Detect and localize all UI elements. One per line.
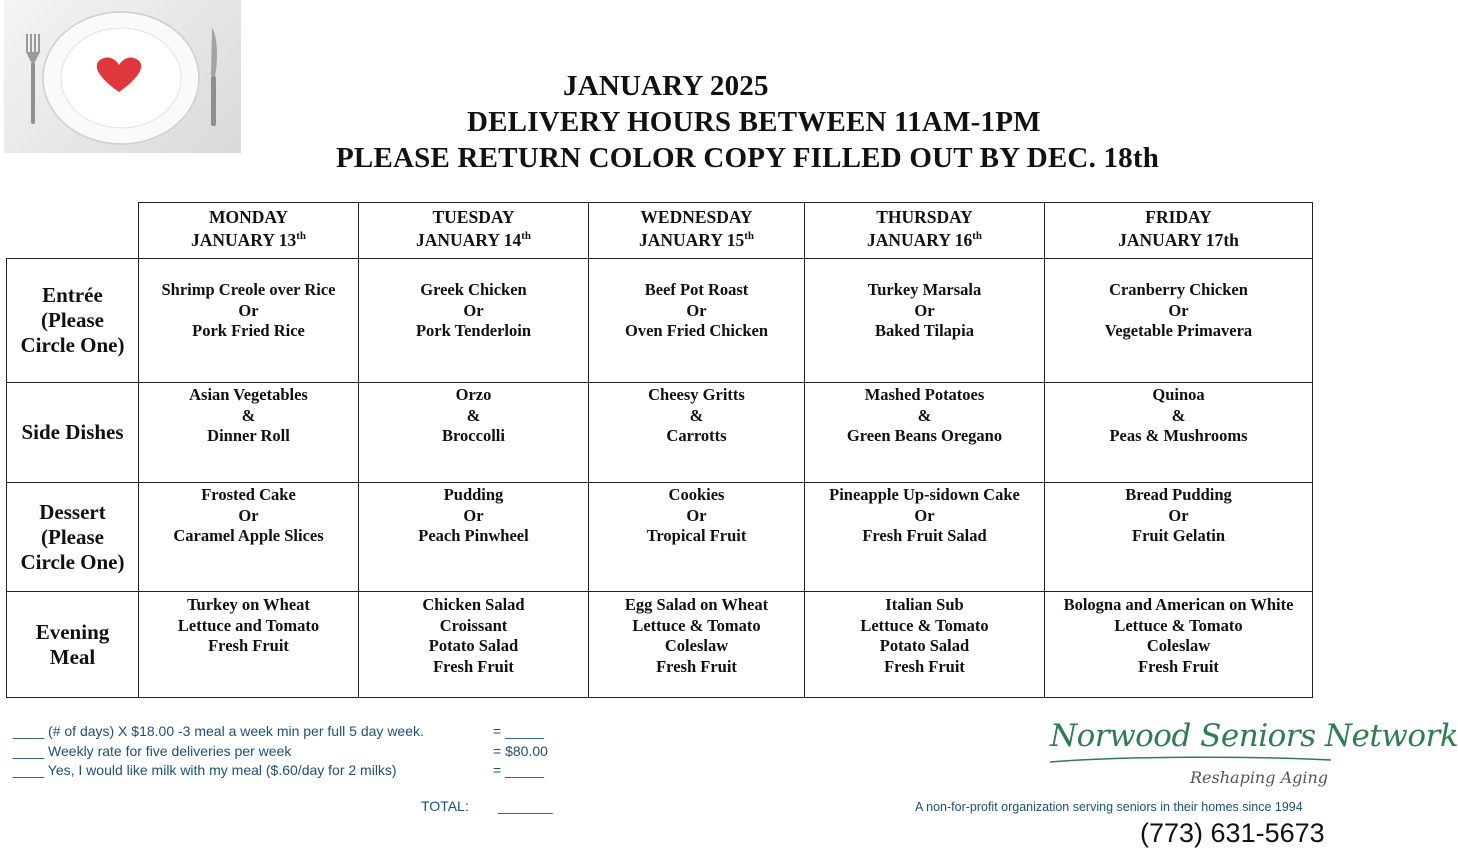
menu-item-line: Peach Pinwheel <box>418 526 529 545</box>
menu-item-line: Italian Sub <box>885 595 964 614</box>
order-line-milk <box>13 761 544 781</box>
menu-cell-entree-tuesday[interactable] <box>359 259 589 383</box>
menu-item-line: Vegetable Primavera <box>1104 321 1253 340</box>
menu-item-line: Lettuce and Tomato <box>177 615 320 635</box>
menu-item-line: Caramel Apple Slices <box>173 526 324 545</box>
menu-item-line: Pineapple Up-sidown Cake <box>829 485 1020 504</box>
menu-item-line: Pudding <box>443 485 504 504</box>
order-line-amount: = _____ <box>493 723 544 739</box>
menu-item-line: Oven Fried Chicken <box>625 321 768 340</box>
menu-item-line: & <box>1171 405 1186 425</box>
day-header-wednesday <box>589 203 805 259</box>
menu-item-line: Fresh Fruit <box>1138 656 1219 676</box>
menu-item-line: Quinoa <box>1152 385 1205 404</box>
menu-item-line: Or <box>238 505 259 525</box>
menu-item-line: Dinner Roll <box>207 426 290 445</box>
menu-cell-dessert-wednesday[interactable] <box>589 483 805 592</box>
date-suffix: th <box>744 230 754 243</box>
menu-item-line: Beef Pot Roast <box>644 280 749 299</box>
day-name: TUESDAY <box>432 207 515 227</box>
menu-item-line: Or <box>1168 300 1189 320</box>
day-header-thursday <box>805 203 1045 259</box>
menu-cell-entree-monday[interactable] <box>139 259 359 383</box>
menu-item-line: Or <box>686 300 707 320</box>
menu-item-line: Fresh Fruit <box>884 656 965 676</box>
date-suffix: th <box>521 230 531 243</box>
menu-cell-evening-meal-tuesday[interactable] <box>359 592 589 698</box>
menu-cell-side-dishes-friday[interactable] <box>1045 383 1313 483</box>
row-label-side-dishes <box>7 383 139 483</box>
organization-logo-name: Norwood Seniors Network <box>1050 718 1458 754</box>
menu-item-line: Potato Salad <box>428 636 519 655</box>
total-label: TOTAL: <box>421 798 469 814</box>
row-label-line: Side Dishes <box>21 420 124 444</box>
order-line-text: ____ Yes, I would like milk with my meal ($.60/day for 2 milks) <box>13 762 397 778</box>
menu-item-line: Coleslaw <box>664 636 729 655</box>
menu-cell-evening-meal-friday[interactable] <box>1045 592 1313 698</box>
menu-cell-side-dishes-wednesday[interactable] <box>589 383 805 483</box>
order-line-text: ____ Weekly rate for five deliveries per week <box>13 742 292 759</box>
day-name: MONDAY <box>208 207 289 227</box>
date-suffix: th <box>296 230 306 243</box>
menu-item-line: Or <box>914 505 935 525</box>
organization-phone: (773) 631-5673 <box>1140 818 1325 848</box>
order-form <box>13 722 548 781</box>
menu-cell-dessert-thursday[interactable] <box>805 483 1045 592</box>
day-header-monday <box>139 203 359 259</box>
menu-cell-dessert-tuesday[interactable] <box>359 483 589 592</box>
menu-item-line: Or <box>1168 505 1189 525</box>
menu-cell-entree-friday[interactable] <box>1045 259 1313 383</box>
order-line-amount: = _____ <box>493 762 544 778</box>
row-label-line: Circle One) <box>20 333 125 357</box>
day-name: FRIDAY <box>1145 207 1212 227</box>
order-line-amount: = $80.00 <box>493 742 548 759</box>
row-label-entree <box>7 259 139 383</box>
menu-row-side-dishes <box>7 383 1313 483</box>
plate-heart-icon <box>4 0 241 153</box>
menu-cell-side-dishes-monday[interactable] <box>139 383 359 483</box>
row-label-line: Circle One) <box>20 549 125 574</box>
menu-item-line: Tropical Fruit <box>646 526 747 545</box>
menu-item-line: Lettuce & Tomato <box>860 615 989 635</box>
logo-swoosh-icon <box>1048 754 1333 768</box>
day-date: JANUARY 13 <box>191 230 297 250</box>
menu-item-line: & <box>241 405 256 425</box>
menu-item-line: Chicken Salad <box>422 595 525 614</box>
order-line-weekly <box>13 742 548 762</box>
day-header-friday <box>1045 203 1313 259</box>
menu-cell-evening-meal-thursday[interactable] <box>805 592 1045 698</box>
menu-cell-side-dishes-tuesday[interactable] <box>359 383 589 483</box>
menu-item-line: Peas & Mushrooms <box>1109 426 1248 445</box>
day-date: JANUARY 16 <box>867 230 973 250</box>
menu-item-line: & <box>917 405 932 425</box>
menu-item-line: Pork Tenderloin <box>415 321 532 340</box>
menu-item-line: Turkey on Wheat <box>187 595 310 614</box>
menu-item-line: Fresh Fruit <box>208 636 289 655</box>
menu-item-line: Fruit Gelatin <box>1131 526 1226 545</box>
order-line-text: ____ (# of days) X $18.00 -3 meal a week min per full 5 day week. <box>13 723 424 739</box>
menu-item-line: Asian Vegetables <box>189 385 308 404</box>
header-month-title: JANUARY 2025 <box>563 70 769 102</box>
menu-item-line: Fresh Fruit <box>433 656 514 676</box>
row-label-evening-meal <box>7 592 139 698</box>
menu-item-line: Frosted Cake <box>201 485 296 504</box>
menu-cell-dessert-monday[interactable] <box>139 483 359 592</box>
menu-item-line: Or <box>463 505 484 525</box>
menu-item-line: Fresh Fruit <box>656 656 737 676</box>
menu-item-line: Or <box>686 505 707 525</box>
order-line-days <box>13 722 544 742</box>
day-date: JANUARY 14 <box>416 230 522 250</box>
menu-cell-dessert-friday[interactable] <box>1045 483 1313 592</box>
day-header-tuesday <box>359 203 589 259</box>
date-suffix: th <box>972 230 982 243</box>
menu-item-line: Cheesy Gritts <box>648 385 745 404</box>
organization-tagline: Reshaping Aging <box>1190 768 1329 787</box>
day-date: JANUARY 15 <box>639 230 745 250</box>
menu-item-line: Baked Tilapia <box>875 321 974 340</box>
header-return-instructions: PLEASE RETURN COLOR COPY FILLED OUT BY DEC. 18th <box>336 142 1160 174</box>
day-name: THURSDAY <box>876 207 973 227</box>
menu-item-line: Broccolli <box>442 426 505 445</box>
menu-item-line: Or <box>463 300 484 320</box>
menu-item-line: Coleslaw <box>1146 636 1211 655</box>
weekly-menu-table <box>6 202 1313 698</box>
menu-item-line: Bread Pudding <box>1125 485 1232 504</box>
row-label-line: Evening <box>35 619 110 644</box>
row-label-line: (Please <box>41 524 104 549</box>
menu-item-line: Fresh Fruit Salad <box>862 526 987 545</box>
menu-item-line: Bologna and American on White <box>1063 595 1294 614</box>
menu-item-line: Lettuce & Tomato <box>1114 615 1243 635</box>
menu-row-dessert <box>7 483 1313 592</box>
row-label-dessert <box>7 483 139 592</box>
menu-item-line: Cookies <box>668 485 725 504</box>
row-label-line: Dessert <box>39 499 106 524</box>
menu-item-line: Egg Salad on Wheat <box>624 595 769 614</box>
menu-row-entree <box>7 259 1313 383</box>
menu-cell-evening-meal-wednesday[interactable] <box>589 592 805 698</box>
row-label-line: (Please <box>41 308 104 332</box>
menu-item-line: Orzo <box>455 385 492 404</box>
menu-item-line: Greek Chicken <box>420 280 527 299</box>
menu-row-evening-meal <box>7 592 1313 698</box>
menu-item-line: Turkey Marsala <box>867 280 982 299</box>
menu-item-line: Carrotts <box>666 426 727 445</box>
row-label-line: Entrée <box>42 283 103 307</box>
menu-item-line: Or <box>238 300 259 320</box>
menu-item-line: Green Beans Oregano <box>846 426 1003 445</box>
menu-item-line: Lettuce & Tomato <box>632 615 761 635</box>
plate-heart-image <box>4 0 241 153</box>
date-suffix: th <box>1223 230 1239 250</box>
menu-item-line: Cranberry Chicken <box>1109 280 1248 299</box>
menu-item-line: & <box>466 405 481 425</box>
menu-item-line: Croissant <box>439 615 508 635</box>
header-delivery-hours: DELIVERY HOURS BETWEEN 11AM-1PM <box>467 106 1041 138</box>
table-corner <box>7 203 139 259</box>
menu-cell-side-dishes-thursday[interactable] <box>805 383 1045 483</box>
menu-item-line: Or <box>914 300 935 320</box>
organization-description: A non-for-profit organization serving seniors in their homes since 1994 <box>915 800 1303 814</box>
row-label-line: Meal <box>49 644 96 669</box>
menu-cell-evening-meal-monday[interactable] <box>139 592 359 698</box>
day-name: WEDNESDAY <box>640 207 753 227</box>
menu-cell-entree-thursday[interactable] <box>805 259 1045 383</box>
menu-item-line: Shrimp Creole over Rice <box>161 280 336 299</box>
menu-cell-entree-wednesday[interactable] <box>589 259 805 383</box>
day-date: JANUARY 17 <box>1118 230 1224 250</box>
menu-item-line: Potato Salad <box>879 636 970 655</box>
total-blank: _______ <box>498 798 553 814</box>
menu-item-line: & <box>689 405 704 425</box>
menu-item-line: Pork Fried Rice <box>192 321 305 340</box>
menu-item-line: Mashed Potatoes <box>864 385 985 404</box>
